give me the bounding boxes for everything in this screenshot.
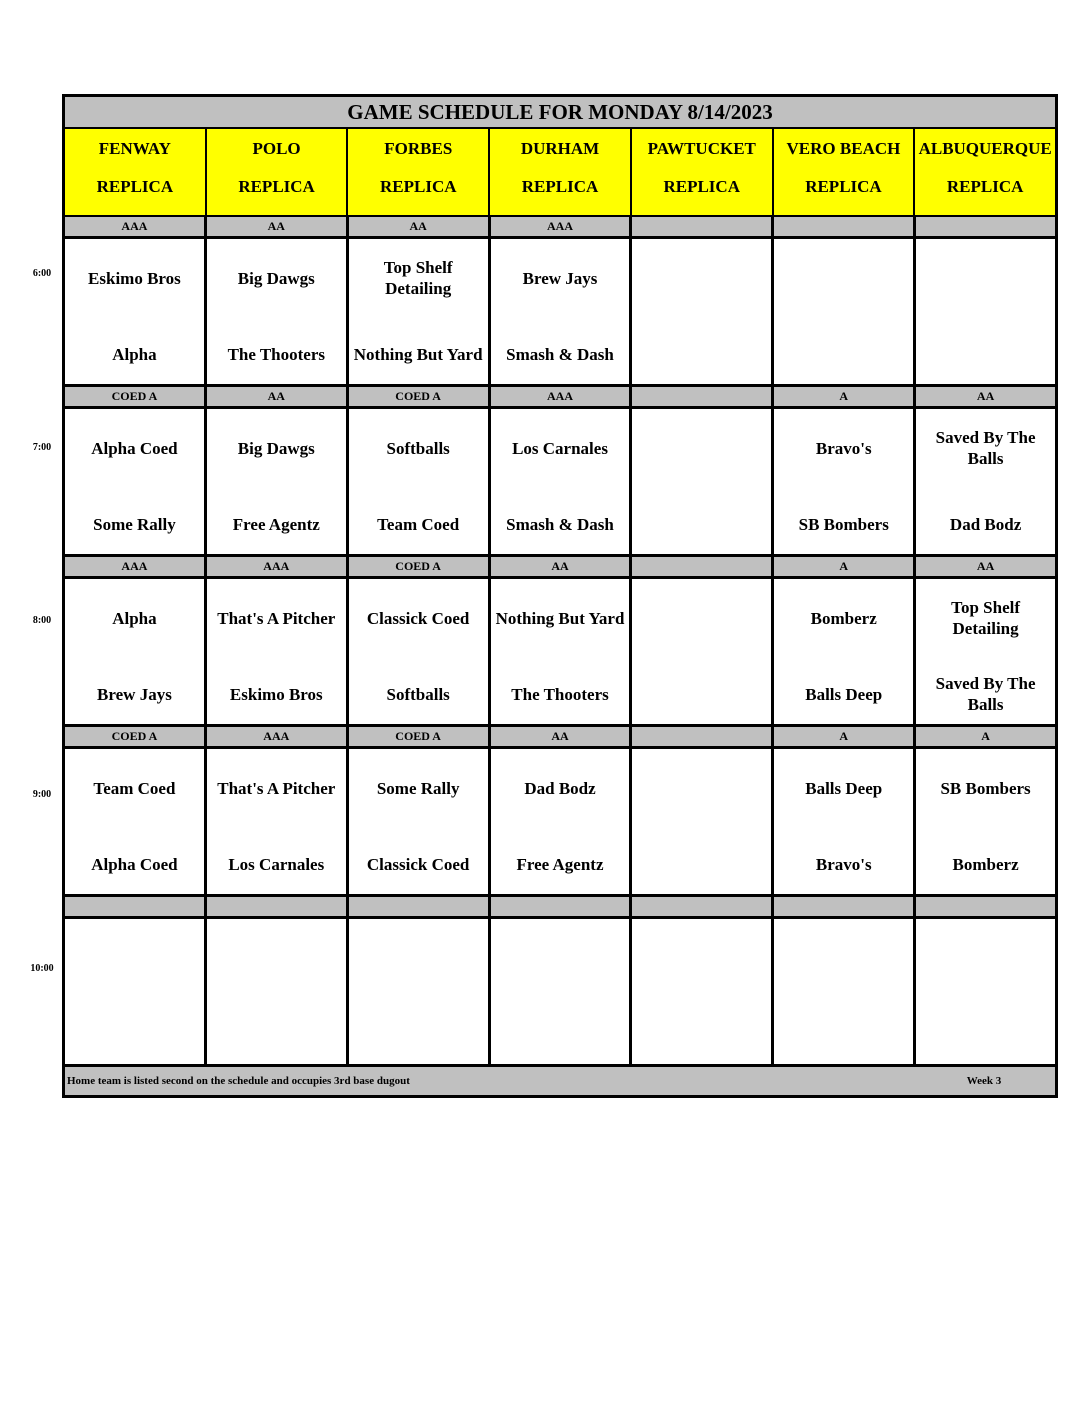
game-cell [488, 919, 630, 1064]
home-team [916, 333, 1055, 375]
away-team [632, 257, 771, 299]
game-cell [346, 749, 488, 894]
game-cell [204, 579, 346, 724]
game-cell [204, 749, 346, 894]
away-team [349, 937, 488, 979]
game-row [65, 749, 1055, 897]
field-type: REPLICA [946, 177, 1024, 196]
game-cell [65, 239, 204, 384]
game-row [65, 409, 1055, 557]
division-label [629, 217, 771, 236]
game-cell [913, 919, 1055, 1064]
schedule-table [62, 94, 1058, 1098]
division-row [65, 897, 1055, 919]
division-label: COED A [346, 727, 488, 746]
home-team [207, 1013, 346, 1055]
game-cell [204, 409, 346, 554]
game-cell [488, 239, 630, 384]
field-type: REPLICA [238, 177, 315, 196]
field-name: VERO BEACH [786, 139, 901, 158]
away-team: Classick Coed [366, 608, 470, 628]
home-team [632, 503, 771, 545]
game-cell [913, 579, 1055, 724]
time-label: 10:00 [30, 963, 54, 974]
home-team [774, 333, 913, 375]
division-label [629, 387, 771, 406]
division-label [204, 897, 346, 916]
away-team: Alpha Coed [91, 438, 178, 458]
home-team: Bravo's [815, 854, 872, 874]
field-name: FENWAY [98, 139, 171, 158]
away-team: Eskimo Bros [88, 268, 181, 288]
division-label: AAA [488, 387, 630, 406]
home-team: The Thooters [227, 344, 326, 364]
division-label: COED A [111, 729, 158, 743]
division-label: A [771, 557, 913, 576]
home-team [916, 1013, 1055, 1055]
away-team: Softballs [386, 438, 450, 458]
away-team: Saved By The Balls [935, 428, 1036, 468]
division-label: COED A [111, 389, 158, 403]
home-team [632, 333, 771, 375]
schedule-title: GAME SCHEDULE FOR MONDAY 8/14/2023 [347, 99, 773, 124]
field-header [205, 129, 347, 215]
division-label [65, 897, 204, 916]
game-cell [65, 409, 204, 554]
division-label: AA [346, 217, 488, 236]
home-team: SB Bombers [798, 514, 889, 534]
home-team: Free Agentz [516, 854, 604, 874]
home-team: Team Coed [377, 514, 460, 534]
field-header [772, 129, 914, 215]
home-team [632, 673, 771, 715]
home-team [65, 1013, 204, 1055]
away-team: Bravo's [815, 438, 872, 458]
game-cell [629, 579, 771, 724]
away-team: Top Shelf Detailing [383, 258, 453, 298]
home-team: Smash & Dash [506, 514, 614, 534]
game-cell [488, 409, 630, 554]
home-team: Bomberz [952, 854, 1019, 874]
away-team: Big Dawgs [237, 268, 315, 288]
home-team: Classick Coed [366, 854, 470, 874]
away-team: Top Shelf Detailing [951, 598, 1020, 638]
time-label: 9:00 [32, 789, 52, 800]
home-team: Free Agentz [232, 514, 320, 534]
home-team [349, 1013, 488, 1055]
home-team: Alpha Coed [91, 854, 178, 874]
away-team: Alpha [112, 608, 157, 628]
game-cell [346, 579, 488, 724]
field-header [488, 129, 630, 215]
game-cell [629, 749, 771, 894]
game-cell [913, 749, 1055, 894]
away-team [207, 937, 346, 979]
away-team: That's A Pitcher [217, 608, 336, 628]
game-cell [913, 409, 1055, 554]
game-cell [488, 579, 630, 724]
division-label [913, 897, 1055, 916]
game-cell [488, 749, 630, 894]
division-label [629, 897, 771, 916]
game-row [65, 919, 1055, 1067]
division-label: AA [913, 387, 1055, 406]
game-row [65, 579, 1055, 727]
game-cell [913, 239, 1055, 384]
away-team [632, 597, 771, 639]
division-label: AAA [488, 217, 630, 236]
game-cell [771, 409, 913, 554]
home-team [632, 843, 771, 885]
game-cell [346, 919, 488, 1064]
field-name: PAWTUCKET [647, 139, 756, 158]
game-cell [629, 409, 771, 554]
home-team: Dad Bodz [949, 514, 1022, 534]
home-team [632, 1013, 771, 1055]
away-team: Nothing But Yard [495, 608, 625, 628]
field-type: REPLICA [663, 177, 740, 196]
game-cell [771, 919, 913, 1064]
time-label: 6:00 [32, 268, 52, 279]
division-row [65, 387, 1055, 409]
home-team: Some Rally [93, 514, 176, 534]
home-team: Balls Deep [805, 684, 883, 704]
home-team [774, 1013, 913, 1055]
away-team [632, 767, 771, 809]
division-label: A [771, 727, 913, 746]
division-label [629, 557, 771, 576]
field-type: REPLICA [96, 177, 174, 196]
game-cell [346, 239, 488, 384]
home-team-note: Home team is listed second on the schedule and occupies 3rd base dugout [67, 1075, 410, 1087]
home-team: The Thooters [511, 684, 609, 704]
week-label: Week 3 [966, 1075, 1002, 1087]
field-header [913, 129, 1055, 215]
game-cell [204, 239, 346, 384]
division-label [346, 897, 488, 916]
home-team: Nothing But Yard [353, 344, 483, 364]
game-cell [65, 919, 204, 1064]
home-team: Softballs [386, 684, 450, 704]
division-label: COED A [346, 387, 488, 406]
game-cell [346, 409, 488, 554]
away-team [632, 937, 771, 979]
away-team [491, 937, 630, 979]
division-label: AA [488, 557, 630, 576]
away-team [774, 937, 913, 979]
division-label: AAA [121, 559, 148, 573]
time-label: 8:00 [32, 615, 52, 626]
field-header [630, 129, 772, 215]
away-team [65, 937, 204, 979]
division-label [913, 217, 1055, 236]
away-team [632, 427, 771, 469]
away-team: Balls Deep [805, 778, 883, 798]
field-type: REPLICA [805, 177, 882, 196]
division-label: COED A [346, 557, 488, 576]
away-team [916, 257, 1055, 299]
field-type: REPLICA [380, 177, 457, 196]
division-label: AA [204, 387, 346, 406]
game-cell [629, 239, 771, 384]
division-label [771, 897, 913, 916]
away-team [916, 937, 1055, 979]
division-label [488, 897, 630, 916]
home-team: Brew Jays [97, 684, 172, 704]
field-header [346, 129, 488, 215]
division-row [65, 217, 1055, 239]
game-row [65, 239, 1055, 387]
away-team: Los Carnales [512, 438, 608, 458]
away-team: SB Bombers [940, 778, 1031, 798]
field-name: DURHAM [520, 139, 600, 158]
away-team: Bomberz [810, 608, 877, 628]
home-team [491, 1013, 630, 1055]
away-team: Team Coed [93, 778, 176, 798]
division-label: AA [488, 727, 630, 746]
home-team: Smash & Dash [506, 344, 614, 364]
away-team: Some Rally [376, 778, 460, 798]
footer-bar [65, 1067, 1055, 1095]
away-team: That's A Pitcher [217, 778, 336, 798]
field-name: ALBUQUERQUE [918, 139, 1052, 158]
game-cell [629, 919, 771, 1064]
division-row [65, 727, 1055, 749]
game-cell [65, 579, 204, 724]
game-cell [204, 919, 346, 1064]
field-type: REPLICA [521, 177, 599, 196]
division-label: AAA [204, 557, 346, 576]
division-label: A [771, 387, 913, 406]
away-team: Big Dawgs [237, 438, 315, 458]
away-team: Brew Jays [522, 268, 598, 288]
field-name: POLO [252, 139, 301, 158]
game-cell [65, 749, 204, 894]
division-label [629, 727, 771, 746]
game-cell [771, 749, 913, 894]
field-header-row [65, 129, 1055, 217]
division-label [771, 217, 913, 236]
away-team [774, 257, 913, 299]
game-cell [771, 239, 913, 384]
field-name: FORBES [384, 139, 453, 158]
home-team: Los Carnales [228, 854, 325, 874]
home-team: Saved By The Balls [935, 674, 1036, 714]
division-label: AA [204, 217, 346, 236]
division-row [65, 557, 1055, 579]
division-label: AAA [121, 219, 148, 233]
division-label: AAA [204, 727, 346, 746]
division-label: A [913, 727, 1055, 746]
home-team: Eskimo Bros [229, 684, 323, 704]
field-header [65, 129, 205, 215]
game-cell [771, 579, 913, 724]
home-team: Alpha [112, 344, 157, 364]
away-team: Dad Bodz [524, 778, 596, 798]
division-label: AA [913, 557, 1055, 576]
time-label: 7:00 [32, 442, 52, 453]
title-bar [65, 97, 1055, 129]
